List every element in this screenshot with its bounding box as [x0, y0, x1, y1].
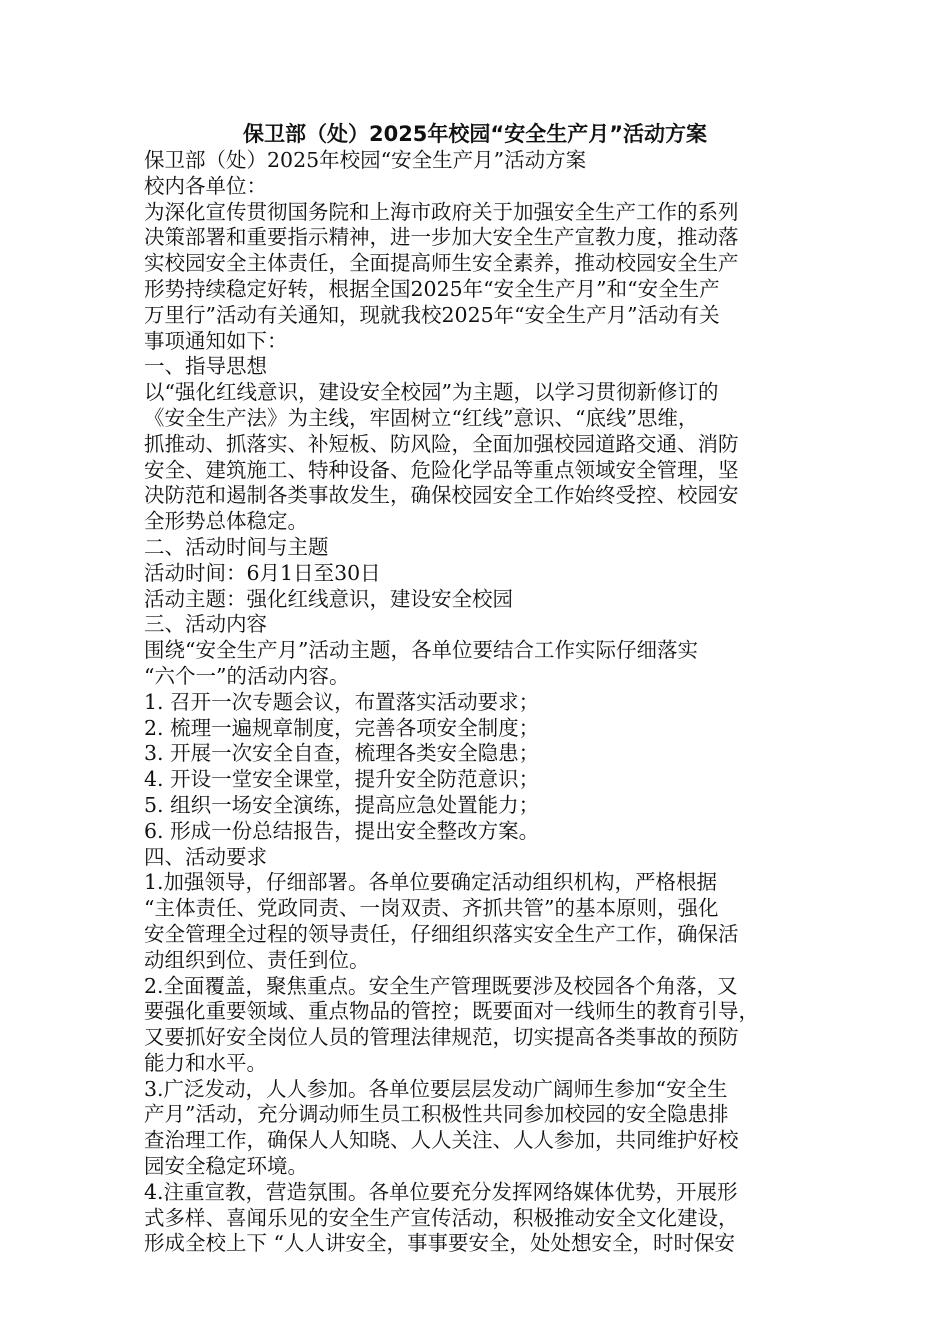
- text-line: 保卫部（处）2025年校园“安全生产月”活动方案: [144, 148, 587, 172]
- text-line: 为深化宣传贯彻国务院和上海市政府关于加强安全生产工作的系列: [144, 199, 739, 224]
- text-line: 《安全生产法》为主线，牢固树立“红线”意识、“底线”思维，: [144, 405, 699, 430]
- text-line: 5. 组织一场安全演练，提高应急处置能力；: [144, 792, 540, 817]
- text-line: 二、活动时间与主题: [144, 534, 329, 559]
- text-line: 2.全面覆盖，聚焦重点。安全生产管理既要涉及校园各个角落，又: [144, 973, 738, 998]
- text-line: 校内各单位：: [144, 173, 267, 198]
- text-line: 活动时间：6月1日至30日: [144, 560, 381, 585]
- text-line: 3. 开展一次安全自查，梳理各类安全隐患；: [144, 741, 540, 766]
- text-line: 式多样、喜闻乐见的安全生产宣传活动，积极推动安全文化建设，: [144, 1205, 739, 1230]
- text-line: 三、活动内容: [144, 612, 267, 637]
- text-line: 决防范和遏制各类事故发生，确保校园安全工作始终受控、校园安: [144, 483, 739, 508]
- text-line: “六个一”的活动内容。: [144, 663, 350, 688]
- text-line: 安全管理全过程的领导责任，仔细组织落实安全生产工作，确保活: [144, 921, 739, 946]
- text-line: 产月”活动，充分调动师生员工积极性共同参加校园的安全隐患排: [144, 1102, 729, 1127]
- text-line: “主体责任、党政同责、一岗双责、齐抓共管”的基本原则，强化: [144, 896, 719, 921]
- text-line: 以“强化红线意识，建设安全校园”为主题，以学习贯彻新修订的: [144, 380, 719, 405]
- text-line: 形成全校上下 “人人讲安全，事事要安全，处处想安全，时时保安: [144, 1231, 735, 1256]
- text-line: 1. 召开一次专题会议，布置落实活动要求；: [144, 689, 540, 714]
- text-line: 能力和水平。: [144, 1050, 267, 1075]
- text-line: 决策部署和重要指示精神，进一步加大安全生产宣教力度，推动落: [144, 225, 739, 250]
- text-line: 6. 形成一份总结报告，提出安全整改方案。: [144, 818, 540, 843]
- text-line: 4.注重宣教，营造氛围。各单位要充分发挥网络媒体优势，开展形: [144, 1179, 738, 1204]
- text-line: 要强化重要领域、重点物品的管控；既要面对一线师生的教育引导，: [144, 999, 759, 1024]
- text-line: 形势持续稳定好转，根据全国2025年“安全生产月”和“安全生产: [144, 276, 720, 301]
- text-line: 围绕“安全生产月”活动主题，各单位要结合工作实际仔细落实: [144, 638, 698, 663]
- text-line: 安全、建筑施工、特种设备、危险化学品等重点领域安全管理，坚: [144, 457, 739, 482]
- text-line: 1.加强领导，仔细部署。各单位要确定活动组织机构，严格根据: [144, 870, 718, 895]
- text-line: 又要抓好安全岗位人员的管理法律规范，切实提高各类事故的预防: [144, 1025, 739, 1050]
- text-line: 3.广泛发动，人人参加。各单位要层层发动广阔师生参加“安全生: [144, 1076, 728, 1101]
- text-line: 全形势总体稳定。: [144, 509, 308, 534]
- text-line: 事项通知如下：: [144, 328, 288, 353]
- text-line: 万里行”活动有关通知，现就我校2025年“安全生产月”活动有关: [144, 302, 720, 327]
- text-line: 动组织到位、责任到位。: [144, 947, 370, 972]
- text-line: 2. 梳理一遍规章制度，完善各项安全制度；: [144, 715, 540, 740]
- text-line: 园安全稳定环境。: [144, 1154, 308, 1179]
- text-line: 实校园安全主体责任，全面提高师生安全素养，推动校园安全生产: [144, 251, 739, 276]
- text-line: 活动主题：强化红线意识，建设安全校园: [144, 586, 513, 611]
- text-line: 4. 开设一堂安全课堂，提升安全防范意识；: [144, 767, 540, 792]
- text-line: 四、活动要求: [144, 844, 267, 869]
- document-body: [144, 148, 824, 1257]
- document-title: 保卫部（处）2025年校园“安全生产月”活动方案: [242, 122, 708, 146]
- text-line: 查治理工作，确保人人知晓、人人关注、人人参加，共同维护好校: [144, 1128, 739, 1153]
- text-line: 一、指导思想: [144, 354, 267, 379]
- text-line: 抓推动、抓落实、补短板、防风险，全面加强校园道路交通、消防: [144, 431, 739, 456]
